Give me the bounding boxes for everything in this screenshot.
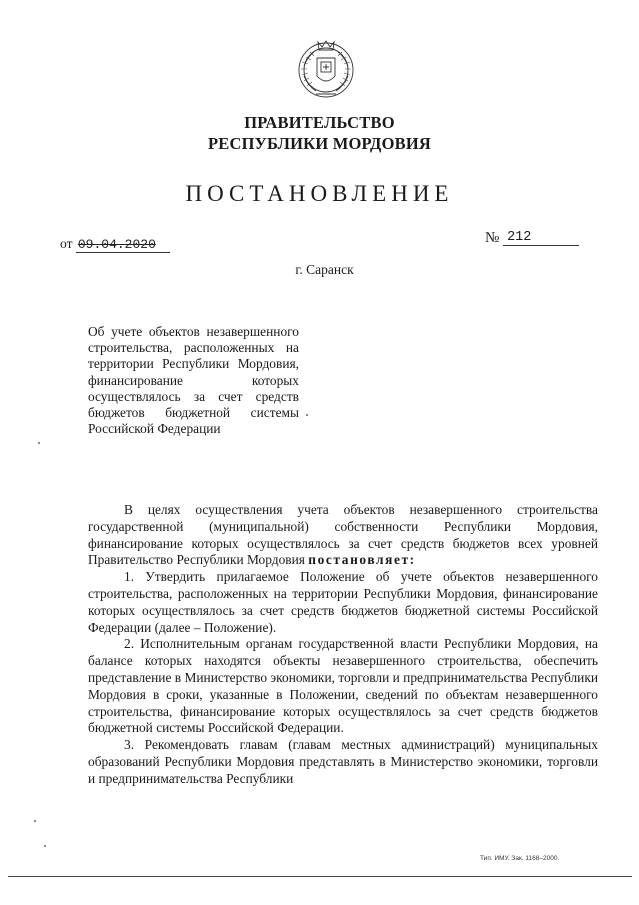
date-line (60, 236, 170, 253)
paragraph-2: 2. Исполнительным органам государственной власти Республики Мордовия, на балансе которых находятся объекты незавершенного строительства, обеспечить представление в Министерство экономики, торговли и предпринимательства Республики Мордовия в сроки, указанные в Положении, сведений по объектам незавершенного строительства, финансирование которых осуществлялось за счет средств бюджетов бюджетной системы Российской Федерации. (88, 636, 598, 736)
government-title-line-1: ПРАВИТЕЛЬСТВО (244, 113, 395, 132)
paragraph-1: 1. Утвердить прилагаемое Положение об учете объектов незавершенного строительства, расположенных на территории Республики Мордовия, финансирование которых осуществлялось за счет средств бюджетов бюджетной системы Российской Федерации (далее – Положение). (88, 569, 598, 635)
printer-mark: Тип. ИМУ. Зак. 1168–2000. (480, 855, 560, 862)
intro-verb: постановляет: (308, 552, 416, 568)
scan-speck (34, 820, 36, 822)
document-type: ПОСТАНОВЛЕНИЕ (185, 181, 454, 206)
number-prefix: № (485, 230, 500, 246)
date-value: 09.04.2020 (76, 237, 170, 253)
scan-speck (38, 442, 40, 444)
bottom-rule (8, 876, 632, 877)
city: г. Саранск (295, 262, 354, 277)
paragraph-3: 3. Рекомендовать главам (главам местных администраций) муниципальных образований Республики Мордовия представлять в Министерство экономики, торговли и предпринимательства Республики (88, 737, 598, 786)
intro-text: В целях осуществления учета объектов незавершенного строительства государственной (муниципальной) собственности Республики Мордовия, финансирование которых осуществлялось за счет средств бюджетов всех уровней Правительство Республики Мордовия (88, 502, 598, 568)
intro-paragraph (88, 502, 598, 569)
document-subject: Об учете объектов незавершенного строительства, расположенных на территории Республики Мордовия, финансирование которых осуществлялось за счет средств бюджетов бюджетной системы Российской Федерации (88, 324, 299, 437)
document-body (88, 502, 598, 788)
government-title-line-2: РЕСПУБЛИКИ МОРДОВИЯ (208, 134, 431, 153)
scan-speck (306, 414, 308, 416)
scan-speck (44, 845, 46, 847)
number-line (485, 230, 579, 247)
date-prefix: от (60, 236, 73, 251)
coat-of-arms-icon (296, 38, 356, 100)
document-number: 212 (503, 230, 579, 246)
